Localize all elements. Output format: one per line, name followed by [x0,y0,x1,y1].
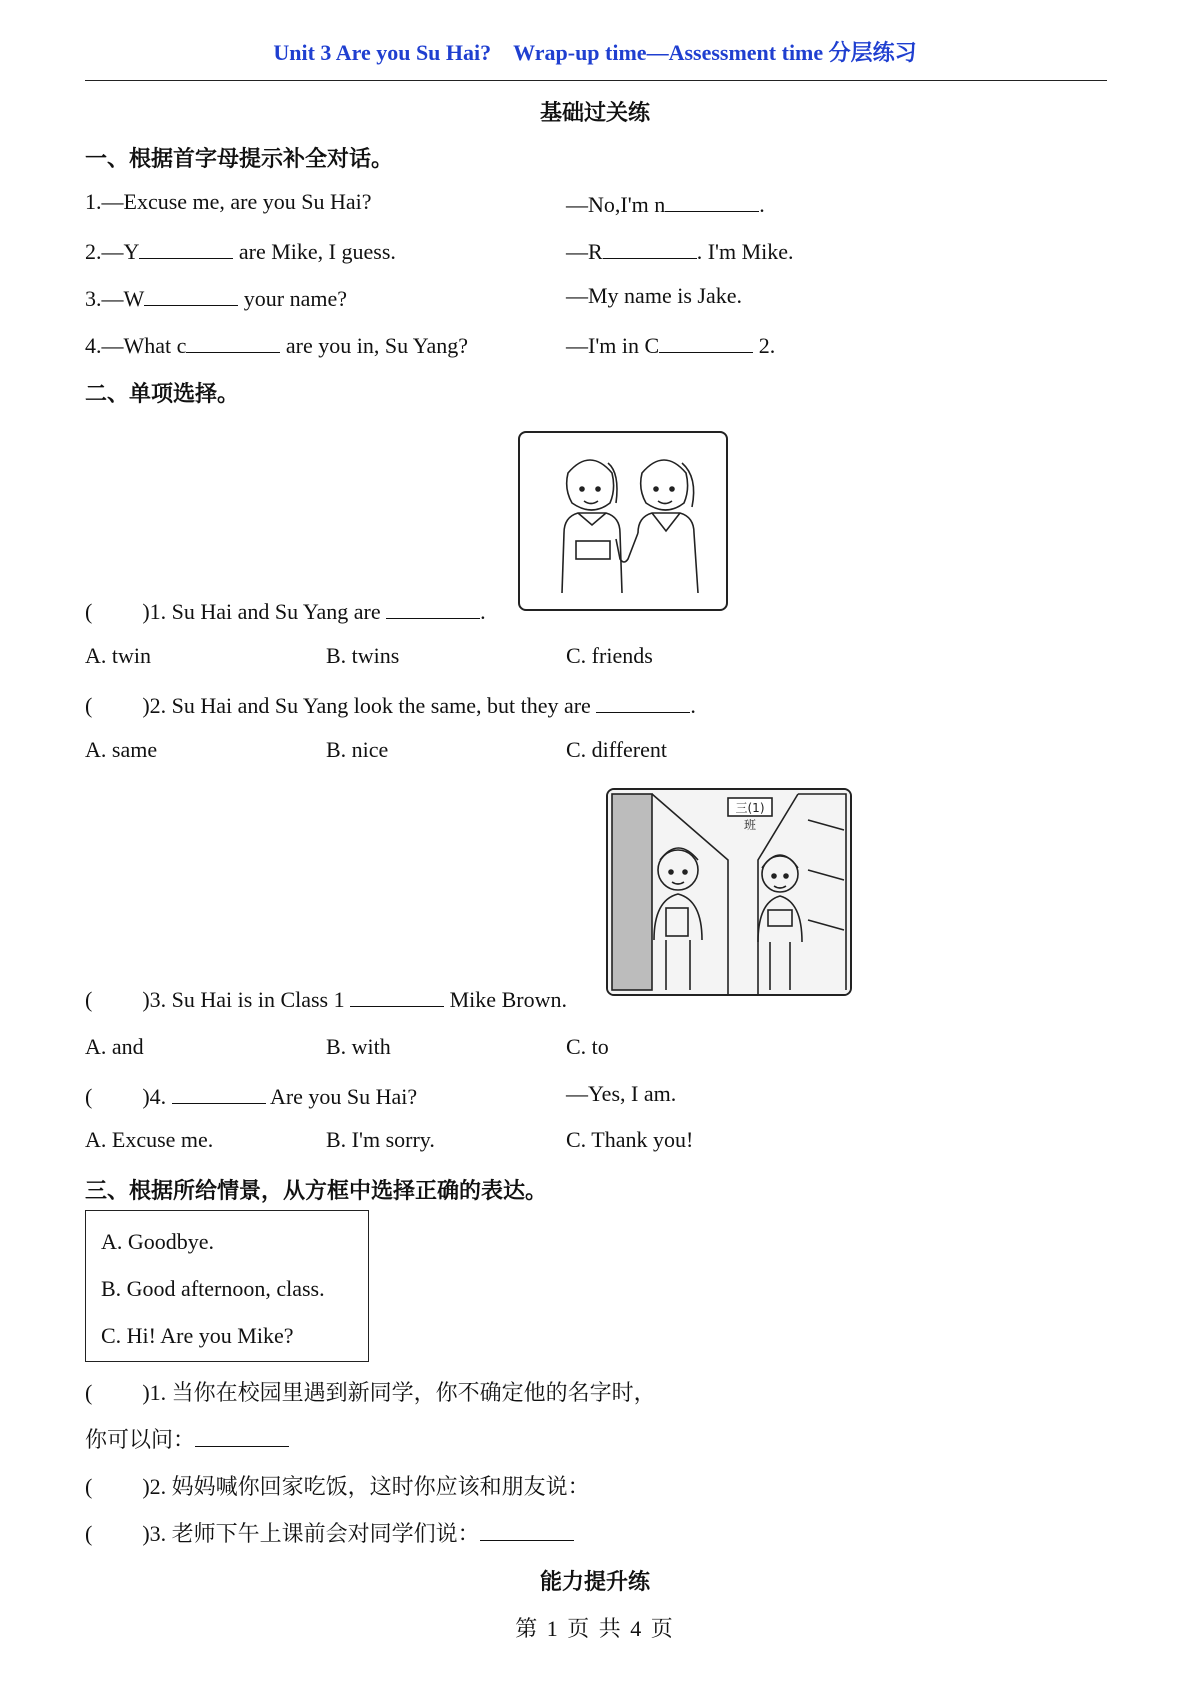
part1-q2-left: 2.—Y are Mike, I guess. [85,236,396,265]
fill-blank[interactable] [186,330,280,353]
part2-q1-option-a[interactable]: A. twin [85,643,151,668]
part2-q1-stem: ( )1. Su Hai and Su Yang are . [85,596,486,625]
part1-q3-right: —My name is Jake. [566,283,742,308]
part3-title: 三、根据所给情景，从方框中选择正确的表达。 [85,1178,548,1203]
fill-blank[interactable] [480,1518,574,1541]
fill-blank[interactable] [139,236,233,259]
part1-q4-left: 4.—What c are you in, Su Yang? [85,330,468,359]
part2-q2-option-a[interactable]: A. same [85,737,158,762]
part2-q2-option-b[interactable]: B. nice [326,737,389,762]
part2-q1-option-b[interactable]: B. twins [326,643,400,668]
part2-q3-option-c[interactable]: C. to [566,1034,609,1059]
part2-q3-option-a[interactable]: A. and [85,1034,144,1059]
fill-blank[interactable] [172,1081,266,1104]
part2-q3-stem: ( )3. Su Hai is in Class 1 Mike Brown. [85,984,567,1013]
fill-blank[interactable] [596,690,690,713]
part3-q1-line1: ( )1. 当你在校园里遇到新同学，你不确定他的名字时， [85,1380,656,1405]
part2-q4-option-a[interactable]: A. Excuse me. [85,1127,214,1152]
hallway-illustration [606,788,852,996]
part2-title: 二、单项选择。 [85,381,240,406]
fill-blank[interactable] [195,1424,289,1447]
part3-q3: ( )3. 老师下午上课前会对同学们说： [85,1517,574,1548]
part2-q4-option-c[interactable]: C. Thank you! [566,1127,694,1152]
part2-q4-answer: —Yes, I am. [566,1081,677,1106]
part2-q4-stem: ( )4. Are you Su Hai? [85,1081,417,1110]
fill-blank[interactable] [659,330,753,353]
fill-blank[interactable] [350,984,444,1007]
page-header-title: Unit 3 Are you Su Hai? Wrap-up time—Assessment time 分层练习 [273,40,917,65]
part1-q3-left: 3.—W your name? [85,283,347,312]
box-option-b: B. Good afternoon, class. [101,1276,325,1301]
part3-q1-line2: 你可以问： [85,1423,289,1454]
part1-q4-right: —I'm in C 2. [566,330,775,359]
fill-blank[interactable] [665,189,759,212]
fill-blank[interactable] [144,283,238,306]
fill-blank[interactable] [603,236,697,259]
part2-q2-stem: ( )2. Su Hai and Su Yang look the same, but they are . [85,690,696,719]
box-option-a: A. Goodbye. [101,1229,215,1254]
part2-q4-option-b[interactable]: B. I'm sorry. [326,1127,435,1152]
part3-q2: ( )2. 妈妈喊你回家吃饭，这时你应该和朋友说： [85,1474,590,1499]
part2-q1-option-c[interactable]: C. friends [566,643,653,668]
twins-illustration [518,431,728,611]
part1-q1-right: —No,I'm n . [566,189,765,218]
fill-blank[interactable] [386,596,480,619]
part1-q2-right: —R . I'm Mike. [566,236,794,265]
expression-box [85,1210,369,1362]
page-footer: 第 1 页 共 4 页 [515,1616,675,1641]
section-basic-title: 基础过关练 [539,100,650,125]
part1-q1-left: 1.—Excuse me, are you Su Hai? [85,189,372,214]
door-sign: 三(1)班 [735,801,765,832]
section-advanced-title: 能力提升练 [539,1569,650,1594]
box-option-c: C. Hi! Are you Mike? [101,1323,294,1348]
part2-q2-option-c[interactable]: C. different [566,737,668,762]
header-divider [85,80,1107,81]
part2-q3-option-b[interactable]: B. with [326,1034,391,1059]
part1-title: 一、根据首字母提示补全对话。 [85,146,394,171]
